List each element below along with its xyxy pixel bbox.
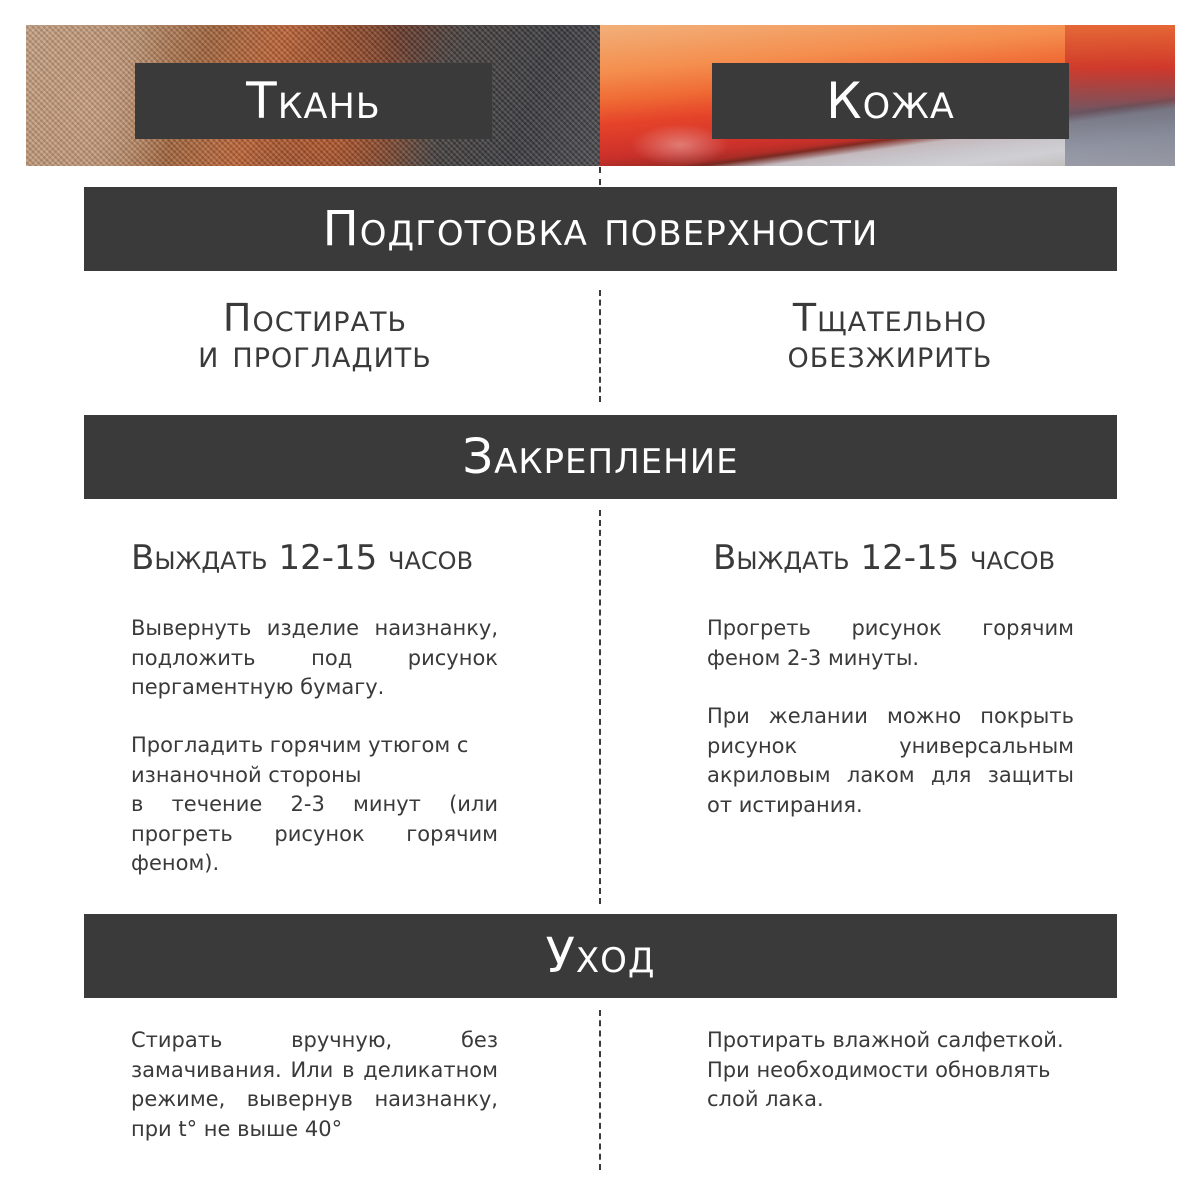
leather-preparation-line1: Тщательно	[792, 296, 988, 340]
fabric-preparation-line1: Постирать	[222, 296, 408, 340]
fabric-care-paragraph: Стирать вручную, без замачивания. Или в деликатном режиме, вывернув наизнанку, при t° не выше 40°	[131, 1028, 498, 1141]
leather-preparation-line2: обезжирить	[787, 332, 993, 376]
center-divider	[599, 167, 601, 185]
section-fixing-heading: Закрепление	[84, 415, 1117, 499]
leather-fixing-step1-text: Прогреть рисунок горячим феном 2-3 минуты.	[707, 616, 1074, 670]
center-divider	[599, 290, 601, 402]
fabric-preparation-text	[85, 296, 545, 376]
fabric-preparation-line2: и прогладить	[198, 332, 432, 376]
fabric-fixing-step2-line2: в течение 2-3 минут (или прогреть рисунок горячим феном).	[131, 792, 498, 875]
fabric-label: Ткань	[135, 63, 492, 139]
fabric-fixing-step1-text: Вывернуть изделие наизнанку, подложить под рисунок пергаментную бумагу.	[131, 616, 498, 699]
fabric-wait-heading: Выждать 12-15 часов	[131, 538, 474, 578]
leather-fixing-step1	[707, 614, 1074, 673]
leather-preparation-text	[660, 296, 1120, 376]
section-care-heading: Уход	[84, 914, 1117, 998]
center-divider	[599, 510, 601, 904]
section-preparation-heading: Подготовка поверхности	[84, 187, 1117, 271]
leather-label: Кожа	[712, 63, 1069, 139]
fabric-fixing-step1	[131, 614, 498, 703]
fabric-care-text	[131, 1026, 498, 1144]
leather-care-paragraph: Протирать влажной салфеткой. При необходимости обновлять слой лака.	[707, 1028, 1064, 1111]
leather-fixing-step2-text: При желании можно покрыть рисунок универсальным акриловым лаком для защиты от истирания.	[707, 704, 1074, 817]
leather-care-text	[707, 1026, 1074, 1115]
center-divider	[599, 1010, 601, 1170]
leather-image	[600, 25, 1175, 166]
fabric-image	[26, 25, 600, 166]
fabric-fixing-step2	[131, 731, 498, 879]
leather-fixing-step2	[707, 702, 1074, 820]
fabric-fixing-step2-line1: Прогладить горячим утюгом с изнаночной стороны	[131, 733, 469, 787]
leather-wait-heading: Выждать 12-15 часов	[713, 538, 1056, 578]
